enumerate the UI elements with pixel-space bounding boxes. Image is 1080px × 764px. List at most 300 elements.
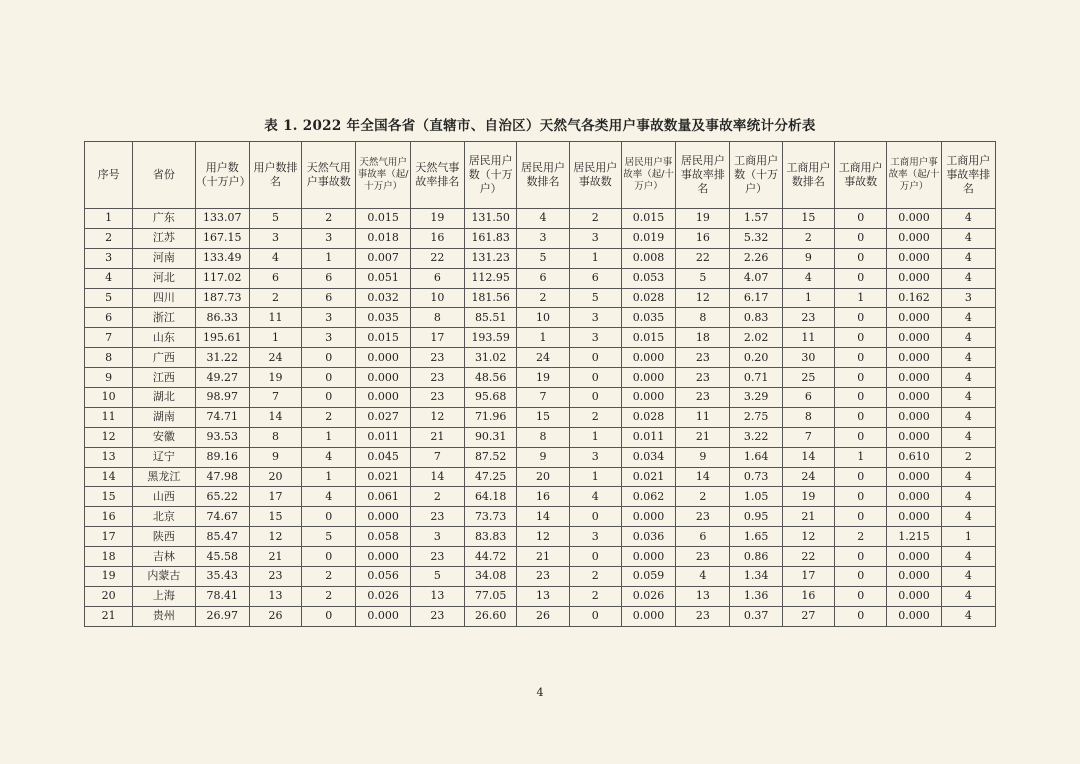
table-cell: 0.062 (621, 487, 675, 507)
table-cell: 4 (941, 209, 995, 229)
table-cell: 64.18 (465, 487, 517, 507)
table-cell: 4 (941, 586, 995, 606)
table-cell: 85.47 (195, 527, 249, 547)
table-cell: 0.018 (356, 228, 410, 248)
table-cell: 12 (676, 288, 730, 308)
table-cell: 23 (517, 567, 569, 587)
table-cell: 16 (85, 507, 133, 527)
table-cell: 24 (249, 348, 301, 368)
table-row (85, 487, 996, 507)
table-row (85, 308, 996, 328)
table-cell: 133.07 (195, 209, 249, 229)
table-cell: 3 (569, 228, 621, 248)
table-cell: 0 (302, 606, 356, 626)
table-cell: 17 (249, 487, 301, 507)
table-cell: 2 (676, 487, 730, 507)
table-cell: 19 (676, 209, 730, 229)
table-cell: 1 (569, 427, 621, 447)
table-cell: 0.000 (356, 368, 410, 388)
table-cell: 0.83 (730, 308, 782, 328)
table-cell: 0.032 (356, 288, 410, 308)
table-cell: 2 (569, 407, 621, 427)
table-cell: 4 (941, 487, 995, 507)
table-cell: 3 (410, 527, 464, 547)
table-cell: 2 (302, 209, 356, 229)
table-cell: 4 (941, 427, 995, 447)
table-cell: 8 (676, 308, 730, 328)
table-cell: 2 (569, 567, 621, 587)
table-cell: 13 (676, 586, 730, 606)
table-cell: 2 (302, 567, 356, 587)
table-cell: 12 (410, 407, 464, 427)
table-cell: 9 (782, 248, 834, 268)
table-cell: 0 (835, 547, 887, 567)
table-cell: 23 (410, 388, 464, 408)
table-cell: 1.215 (887, 527, 941, 547)
table-cell: 74.71 (195, 407, 249, 427)
table-cell: 5 (676, 268, 730, 288)
table-cell: 11 (782, 328, 834, 348)
table-row (85, 507, 996, 527)
table-cell: 4 (941, 547, 995, 567)
table-cell: 18 (676, 328, 730, 348)
table-cell: 山东 (133, 328, 195, 348)
table-cell: 6 (302, 268, 356, 288)
table-cell: 0 (569, 368, 621, 388)
table-cell: 1 (85, 209, 133, 229)
table-cell: 21 (85, 606, 133, 626)
table-cell: 48.56 (465, 368, 517, 388)
column-header: 居民用户事故率（起/十万户） (621, 142, 675, 209)
table-cell: 2.75 (730, 407, 782, 427)
table-row (85, 348, 996, 368)
table-cell: 22 (676, 248, 730, 268)
table-cell: 1.64 (730, 447, 782, 467)
table-cell: 3 (85, 248, 133, 268)
table-cell: 161.83 (465, 228, 517, 248)
table-cell: 23 (676, 388, 730, 408)
table-cell: 0.026 (621, 586, 675, 606)
column-header: 工商用户数排名 (782, 142, 834, 209)
table-cell: 2 (569, 209, 621, 229)
table-cell: 17 (410, 328, 464, 348)
column-header: 居民用户事故数 (569, 142, 621, 209)
table-cell: 0.000 (356, 507, 410, 527)
table-cell: 24 (782, 467, 834, 487)
table-cell: 8 (85, 348, 133, 368)
table-cell: 5 (249, 209, 301, 229)
table-cell: 3 (569, 328, 621, 348)
table-cell: 0 (569, 507, 621, 527)
table-cell: 6.17 (730, 288, 782, 308)
table-cell: 95.68 (465, 388, 517, 408)
table-cell: 4 (941, 228, 995, 248)
table-cell: 1 (569, 248, 621, 268)
table-cell: 0.000 (887, 487, 941, 507)
table-cell: 78.41 (195, 586, 249, 606)
table-cell: 0.059 (621, 567, 675, 587)
table-cell: 8 (410, 308, 464, 328)
table-cell: 15 (782, 209, 834, 229)
table-row (85, 209, 996, 229)
table-cell: 16 (676, 228, 730, 248)
table-cell: 1 (249, 328, 301, 348)
column-header: 居民用户事故率排名 (676, 142, 730, 209)
table-cell: 4 (941, 328, 995, 348)
table-cell: 0.000 (621, 388, 675, 408)
table-cell: 19 (517, 368, 569, 388)
table-cell: 0 (302, 507, 356, 527)
table-cell: 1 (941, 527, 995, 547)
table-cell: 193.59 (465, 328, 517, 348)
table-cell: 6 (569, 268, 621, 288)
table-cell: 2.26 (730, 248, 782, 268)
table-cell: 0 (835, 228, 887, 248)
table-cell: 0 (835, 427, 887, 447)
table-cell: 16 (782, 586, 834, 606)
table-cell: 19 (410, 209, 464, 229)
table-cell: 4 (569, 487, 621, 507)
table-cell: 15 (249, 507, 301, 527)
table-cell: 15 (85, 487, 133, 507)
table-cell: 0 (302, 388, 356, 408)
table-cell: 4 (941, 467, 995, 487)
table-cell: 35.43 (195, 567, 249, 587)
table-cell: 85.51 (465, 308, 517, 328)
table-row (85, 586, 996, 606)
table-cell: 0.000 (356, 547, 410, 567)
table-cell: 0.000 (887, 606, 941, 626)
table-cell: 4 (941, 308, 995, 328)
table-cell: 47.98 (195, 467, 249, 487)
column-header: 天然气用户事故率（起/十万户） (356, 142, 410, 209)
table-cell: 0.000 (621, 547, 675, 567)
table-cell: 0 (302, 368, 356, 388)
table-cell: 2 (835, 527, 887, 547)
table-cell: 34.08 (465, 567, 517, 587)
table-cell: 7 (782, 427, 834, 447)
table-cell: 0.000 (887, 547, 941, 567)
table-cell: 0.056 (356, 567, 410, 587)
table-cell: 23 (410, 368, 464, 388)
table-cell: 0 (569, 388, 621, 408)
table-cell: 6 (410, 268, 464, 288)
table-cell: 30 (782, 348, 834, 368)
table-cell: 14 (782, 447, 834, 467)
table-cell: 辽宁 (133, 447, 195, 467)
table-cell: 3 (517, 228, 569, 248)
table-cell: 16 (517, 487, 569, 507)
table-cell: 0.000 (621, 348, 675, 368)
table-cell: 内蒙古 (133, 567, 195, 587)
column-header: 用户数排名 (249, 142, 301, 209)
table-cell: 2 (302, 586, 356, 606)
table-cell: 65.22 (195, 487, 249, 507)
table-row (85, 427, 996, 447)
table-row (85, 288, 996, 308)
table-cell: 5 (517, 248, 569, 268)
column-header: 省份 (133, 142, 195, 209)
table-cell: 1 (302, 248, 356, 268)
table-cell: 广西 (133, 348, 195, 368)
table-cell: 11 (249, 308, 301, 328)
table-cell: 0 (569, 547, 621, 567)
table-cell: 1 (835, 288, 887, 308)
table-cell: 9 (249, 447, 301, 467)
table-cell: 9 (85, 368, 133, 388)
table-cell: 8 (249, 427, 301, 447)
table-cell: 北京 (133, 507, 195, 527)
table-cell: 0.000 (887, 368, 941, 388)
table-cell: 7 (249, 388, 301, 408)
column-header: 工商用户事故数 (835, 142, 887, 209)
table-cell: 131.23 (465, 248, 517, 268)
table-cell: 87.52 (465, 447, 517, 467)
table-cell: 0.000 (887, 407, 941, 427)
table-cell: 3 (569, 308, 621, 328)
table-cell: 0.162 (887, 288, 941, 308)
table-cell: 20 (517, 467, 569, 487)
table-cell: 浙江 (133, 308, 195, 328)
table-cell: 3 (941, 288, 995, 308)
table-cell: 4 (941, 388, 995, 408)
table-row (85, 547, 996, 567)
table-cell: 安徽 (133, 427, 195, 447)
table-cell: 0.015 (621, 209, 675, 229)
table-cell: 0 (835, 606, 887, 626)
table-cell: 4 (302, 447, 356, 467)
table-cell: 14 (517, 507, 569, 527)
table-cell: 1 (569, 467, 621, 487)
table-cell: 6 (302, 288, 356, 308)
column-header: 工商用户数（十万户） (730, 142, 782, 209)
column-header: 工商用户事故率（起/十万户） (887, 142, 941, 209)
table-cell: 0.000 (887, 427, 941, 447)
table-cell: 0 (302, 547, 356, 567)
table-cell: 0.95 (730, 507, 782, 527)
column-header: 天然气事故率排名 (410, 142, 464, 209)
table-cell: 2 (517, 288, 569, 308)
table-cell: 2 (569, 586, 621, 606)
column-header: 天然气用户事故数 (302, 142, 356, 209)
table-cell: 22 (410, 248, 464, 268)
table-cell: 2 (782, 228, 834, 248)
table-cell: 0.000 (621, 606, 675, 626)
table-cell: 83.83 (465, 527, 517, 547)
table-cell: 广东 (133, 209, 195, 229)
table-cell: 3.22 (730, 427, 782, 447)
table-cell: 4 (302, 487, 356, 507)
table-cell: 0 (835, 467, 887, 487)
table-cell: 10 (410, 288, 464, 308)
table-cell: 2 (249, 288, 301, 308)
table-cell: 26 (249, 606, 301, 626)
table-cell: 25 (782, 368, 834, 388)
table-cell: 0 (835, 586, 887, 606)
table-cell: 0.000 (887, 248, 941, 268)
table-cell: 0.000 (887, 209, 941, 229)
table-cell: 4 (941, 268, 995, 288)
table-cell: 江苏 (133, 228, 195, 248)
table-cell: 0.000 (887, 507, 941, 527)
table-cell: 21 (517, 547, 569, 567)
table-cell: 31.02 (465, 348, 517, 368)
table-cell: 6 (517, 268, 569, 288)
table-title: 表 1. 2022 年全国各省（直辖市、自治区）天然气各类用户事故数量及事故率统计分析表 (264, 118, 816, 134)
table-cell: 15 (517, 407, 569, 427)
table-cell: 0.011 (356, 427, 410, 447)
table-cell: 0 (835, 268, 887, 288)
table-cell: 0.000 (887, 348, 941, 368)
table-cell: 3 (569, 527, 621, 547)
table-cell: 0.007 (356, 248, 410, 268)
table-cell: 4 (941, 567, 995, 587)
table-cell: 0.026 (356, 586, 410, 606)
table-cell: 四川 (133, 288, 195, 308)
table-cell: 20 (249, 467, 301, 487)
table-row (85, 606, 996, 626)
table-cell: 4 (941, 348, 995, 368)
table-cell: 4 (676, 567, 730, 587)
table-cell: 0.000 (887, 328, 941, 348)
table-row (85, 567, 996, 587)
table-cell: 49.27 (195, 368, 249, 388)
table-cell: 2 (85, 228, 133, 248)
table-cell: 14 (676, 467, 730, 487)
table-cell: 23 (410, 606, 464, 626)
table-cell: 3 (249, 228, 301, 248)
table-cell: 19 (249, 368, 301, 388)
table-cell: 1 (517, 328, 569, 348)
table-cell: 1 (835, 447, 887, 467)
table-cell: 16 (410, 228, 464, 248)
table-cell: 0 (835, 248, 887, 268)
table-cell: 0 (569, 606, 621, 626)
table-cell: 26 (517, 606, 569, 626)
table-cell: 0.86 (730, 547, 782, 567)
table-cell: 6 (782, 388, 834, 408)
table-cell: 45.58 (195, 547, 249, 567)
table-cell: 23 (676, 547, 730, 567)
table-cell: 0 (835, 348, 887, 368)
table-cell: 4 (941, 407, 995, 427)
table-cell: 3 (302, 308, 356, 328)
table-cell: 3 (569, 447, 621, 467)
table-cell: 181.56 (465, 288, 517, 308)
table-cell: 73.73 (465, 507, 517, 527)
table-cell: 河北 (133, 268, 195, 288)
table-row (85, 248, 996, 268)
table-cell: 17 (85, 527, 133, 547)
table-cell: 13 (249, 586, 301, 606)
table-row (85, 388, 996, 408)
table-cell: 山西 (133, 487, 195, 507)
table-cell: 4 (249, 248, 301, 268)
table-cell: 12 (517, 527, 569, 547)
table-cell: 0.015 (356, 209, 410, 229)
table-cell: 21 (410, 427, 464, 447)
table-row (85, 268, 996, 288)
table-cell: 0.011 (621, 427, 675, 447)
column-header: 用户数（十万户） (195, 142, 249, 209)
table-cell: 0.000 (887, 586, 941, 606)
table-cell: 0.034 (621, 447, 675, 467)
table-cell: 1.05 (730, 487, 782, 507)
table-cell: 7 (517, 388, 569, 408)
table-cell: 0.028 (621, 407, 675, 427)
table-cell: 1 (302, 467, 356, 487)
table-cell: 3 (302, 328, 356, 348)
table-cell: 0.036 (621, 527, 675, 547)
table-cell: 0 (835, 368, 887, 388)
table-cell: 23 (410, 507, 464, 527)
table-cell: 24 (517, 348, 569, 368)
table-cell: 11 (676, 407, 730, 427)
table-cell: 11 (85, 407, 133, 427)
table-cell: 0.000 (887, 467, 941, 487)
column-header: 居民用户数（十万户） (465, 142, 517, 209)
table-cell: 3.29 (730, 388, 782, 408)
table-cell: 1.36 (730, 586, 782, 606)
table-cell: 0 (835, 388, 887, 408)
table-cell: 0.051 (356, 268, 410, 288)
table-cell: 23 (676, 368, 730, 388)
table-cell: 89.16 (195, 447, 249, 467)
table-cell: 贵州 (133, 606, 195, 626)
table-cell: 23 (782, 308, 834, 328)
table-cell: 12 (85, 427, 133, 447)
header-row (85, 142, 996, 209)
table-row (85, 228, 996, 248)
table-cell: 13 (410, 586, 464, 606)
table-cell: 8 (782, 407, 834, 427)
table-cell: 0.028 (621, 288, 675, 308)
table-cell: 4 (782, 268, 834, 288)
table-cell: 4 (941, 248, 995, 268)
table-cell: 12 (249, 527, 301, 547)
table-cell: 湖北 (133, 388, 195, 408)
table-cell: 86.33 (195, 308, 249, 328)
table-cell: 陕西 (133, 527, 195, 547)
table-cell: 5 (302, 527, 356, 547)
table-cell: 6 (676, 527, 730, 547)
table-cell: 21 (676, 427, 730, 447)
column-header: 序号 (85, 142, 133, 209)
table-cell: 0.021 (621, 467, 675, 487)
table-cell: 47.25 (465, 467, 517, 487)
table-cell: 0.37 (730, 606, 782, 626)
table-cell: 2 (410, 487, 464, 507)
table-cell: 8 (517, 427, 569, 447)
table-cell: 0.015 (356, 328, 410, 348)
table-cell: 2 (302, 407, 356, 427)
table-cell: 1.65 (730, 527, 782, 547)
table-cell: 26.60 (465, 606, 517, 626)
table-cell: 9 (517, 447, 569, 467)
table-cell: 0.058 (356, 527, 410, 547)
table-row (85, 328, 996, 348)
table-cell: 14 (410, 467, 464, 487)
table-cell: 131.50 (465, 209, 517, 229)
table-cell: 6 (85, 308, 133, 328)
table-cell: 5 (410, 567, 464, 587)
table-cell: 河南 (133, 248, 195, 268)
table-cell: 74.67 (195, 507, 249, 527)
table-cell: 0 (302, 348, 356, 368)
table-cell: 1 (302, 427, 356, 447)
table-cell: 117.02 (195, 268, 249, 288)
table-cell: 19 (85, 567, 133, 587)
